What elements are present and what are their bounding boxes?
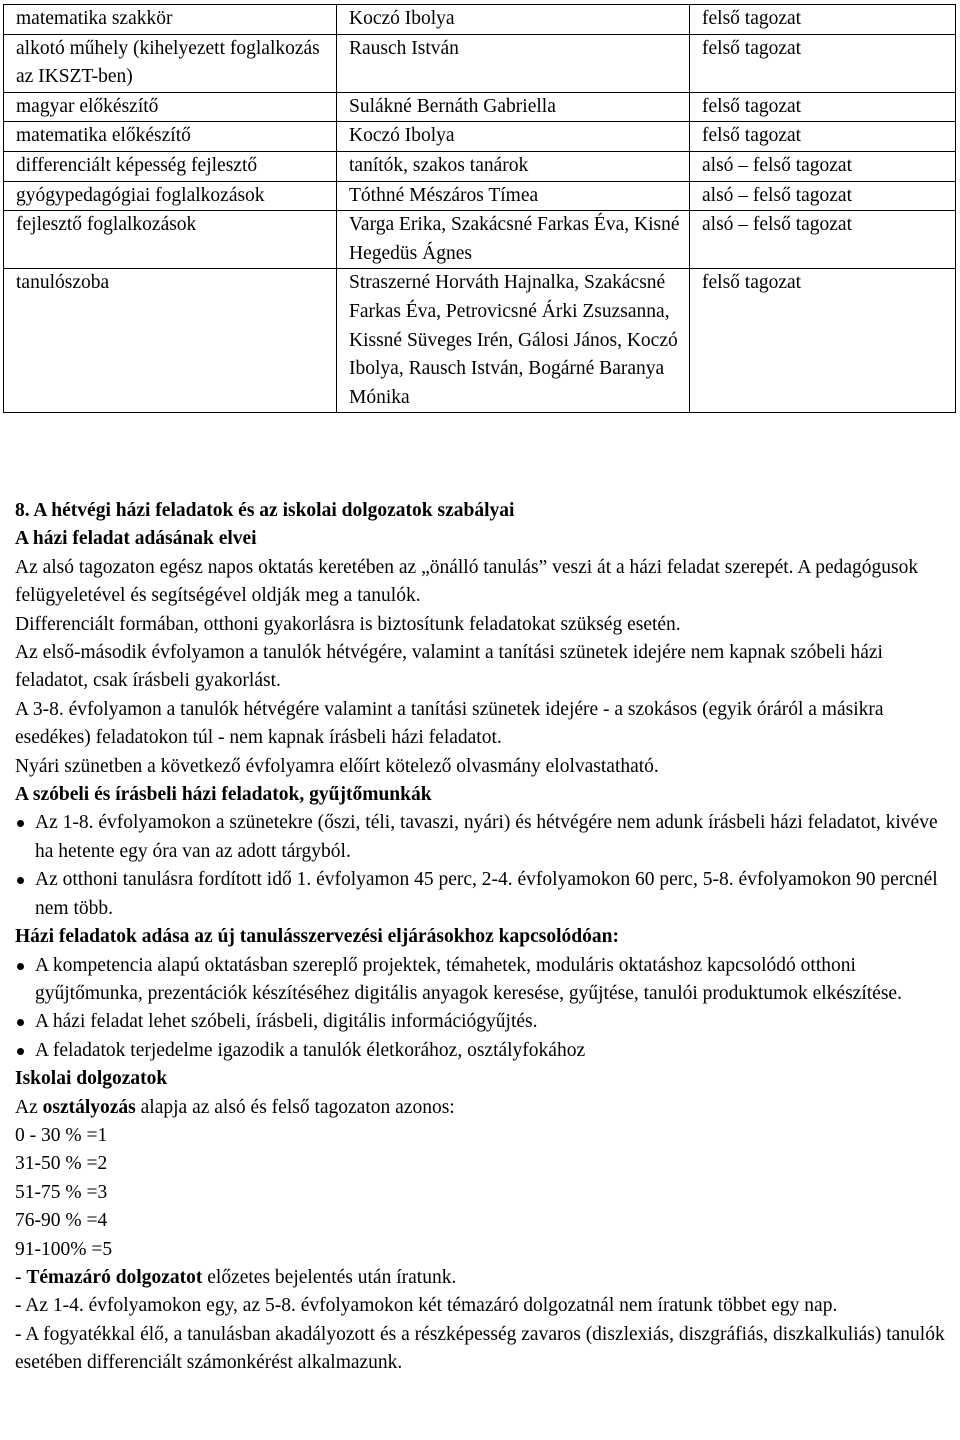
section-body <box>15 497 950 1378</box>
teacher-cell: Straszerné Horváth Hajnalka, Szakácsné Farkas Éva, Petrovicsné Árki Zsuzsanna, Kissné Süveges Irén, Gálosi János, Koczó Ibolya, Rausch István, Bogárné Baranya Mónika <box>337 269 690 413</box>
activity-cell: matematika előkészítő <box>4 122 337 152</box>
grading-line <box>15 1094 950 1122</box>
activity-cell: tanulószoba <box>4 269 337 413</box>
section-heading: 8. A hétvégi házi feladatok és az iskolai dolgozatok szabályai <box>15 500 515 521</box>
level-cell: felső tagozat <box>690 92 956 122</box>
paragraph: A 3-8. évfolyamon a tanulók hétvégére valamint a tanítási szünetek idejére - a szokásos (egyik óráról a másikra esedékes) feladatokon túl - nem kapnak írásbeli házi feladatot. <box>15 698 884 749</box>
teacher-cell: Koczó Ibolya <box>337 122 690 152</box>
bullet-item: A feladatok terjedelme igazodik a tanulók életkorához, osztályfokához <box>15 1037 950 1065</box>
paragraph: Nyári szünetben a következő évfolyamra előírt kötelező olvasmány elolvastatható. <box>15 755 659 777</box>
bullet-item: Az 1-8. évfolyamokon a szünetekre (őszi, téli, tavaszi, nyári) és hétvégére nem adunk írásbeli házi feladatot, kivéve ha hetente egy óra van az adott tárgyból. <box>15 809 950 866</box>
activity-cell: matematika szakkör <box>4 5 337 35</box>
rule-suffix: előzetes bejelentés után íratunk. <box>202 1266 457 1288</box>
table-row <box>4 269 956 413</box>
teacher-cell: Varga Erika, Szakácsné Farkas Éva, Kisné Hegedüs Ágnes <box>337 211 690 269</box>
rule-prefix: - <box>15 1266 27 1288</box>
activity-cell: differenciált képesség fejlesztő <box>4 151 337 181</box>
rule-line <box>15 1264 950 1292</box>
paragraph: Differenciált formában, otthoni gyakorlásra is biztosítunk feladatokat szükség esetén. <box>15 613 681 635</box>
grading-prefix: Az <box>15 1096 43 1118</box>
rule-line: - Az 1-4. évfolyamokon egy, az 5-8. évfolyamokon két témazáró dolgozatnál nem íratunk többet egy nap. <box>15 1295 838 1317</box>
level-cell: alsó – felső tagozat <box>690 181 956 211</box>
teacher-cell: tanítók, szakos tanárok <box>337 151 690 181</box>
table-row <box>4 181 956 211</box>
table-row <box>4 211 956 269</box>
table-row <box>4 122 956 152</box>
activity-cell: alkotó műhely (kihelyezett foglalkozás az IKSZT-ben) <box>4 34 337 92</box>
level-cell: felső tagozat <box>690 5 956 35</box>
level-cell: alsó – felső tagozat <box>690 151 956 181</box>
paragraph: Az első-második évfolyamon a tanulók hétvégére, valamint a tanítási szünetek idejére nem kapnak szóbeli házi feladatot, csak írásbeli gyakorlást. <box>15 642 883 692</box>
teacher-cell: Koczó Ibolya <box>337 5 690 35</box>
teacher-cell: Tóthné Mészáros Tímea <box>337 181 690 211</box>
activity-cell: gyógypedagógiai foglalkozások <box>4 181 337 211</box>
bullet-item: Az otthoni tanulásra fordított idő 1. évfolyamon 45 perc, 2-4. évfolyamokon 60 perc, 5-8. évfolyamokon 90 percnél nem több. <box>15 866 950 923</box>
grading-suffix: alapja az alsó és felső tagozaton azonos: <box>135 1096 455 1118</box>
rule-line: - A fogyatékkal élő, a tanulásban akadályozott és a részképesség zavaros (diszlexiás, diszgráfiás, diszkalkuliás) tanulók esetében differenciált számonkérést alkalmazunk. <box>15 1323 945 1374</box>
grading-bold: osztályozás <box>42 1096 136 1118</box>
rule-bold: Témazáró dolgozatot <box>26 1266 203 1288</box>
grade-scale-line: 51-75 % =3 <box>15 1181 108 1203</box>
oral-written-heading: A szóbeli és írásbeli házi feladatok, gyűjtőmunkák <box>15 784 432 806</box>
table-row <box>4 34 956 92</box>
grade-scale-line: 76-90 % =4 <box>15 1210 108 1232</box>
table-row <box>4 92 956 122</box>
table-row <box>4 5 956 35</box>
activity-cell: fejlesztő foglalkozások <box>4 211 337 269</box>
activity-cell: magyar előkészítő <box>4 92 337 122</box>
new-methods-heading: Házi feladatok adása az új tanulásszervezési eljárásokhoz kapcsolódóan: <box>15 926 619 948</box>
level-cell: felső tagozat <box>690 122 956 152</box>
level-cell: felső tagozat <box>690 34 956 92</box>
level-cell: felső tagozat <box>690 269 956 413</box>
homework-principles-heading: A házi feladat adásának elvei <box>15 528 257 550</box>
level-cell: alsó – felső tagozat <box>690 211 956 269</box>
grade-scale-line: 0 - 30 % =1 <box>15 1124 108 1146</box>
grade-scale-line: 31-50 % =2 <box>15 1153 108 1175</box>
bullet-item: A házi feladat lehet szóbeli, írásbeli, digitális információgyűjtés. <box>15 1008 950 1036</box>
table-row <box>4 151 956 181</box>
paragraph: Az alsó tagozaton egész napos oktatás keretében az „önálló tanulás” veszi át a házi feladat szerepét. A pedagógusok felügyeletével és segítségével oldják meg a tanulók. <box>15 556 919 607</box>
grade-scale-line: 91-100% =5 <box>15 1238 113 1260</box>
activities-table <box>3 4 956 413</box>
teacher-cell: Sulákné Bernáth Gabriella <box>337 92 690 122</box>
bullet-item: A kompetencia alapú oktatásban szereplő projektek, témahetek, moduláris oktatáshoz kapcsolódó otthoni gyűjtőmunka, prezentációk készítéséhez digitális anyagok keresése, gyűjtése, tanulói produktumok elkészítése. <box>15 952 950 1009</box>
tests-heading: Iskolai dolgozatok <box>15 1068 168 1090</box>
teacher-cell: Rausch István <box>337 34 690 92</box>
